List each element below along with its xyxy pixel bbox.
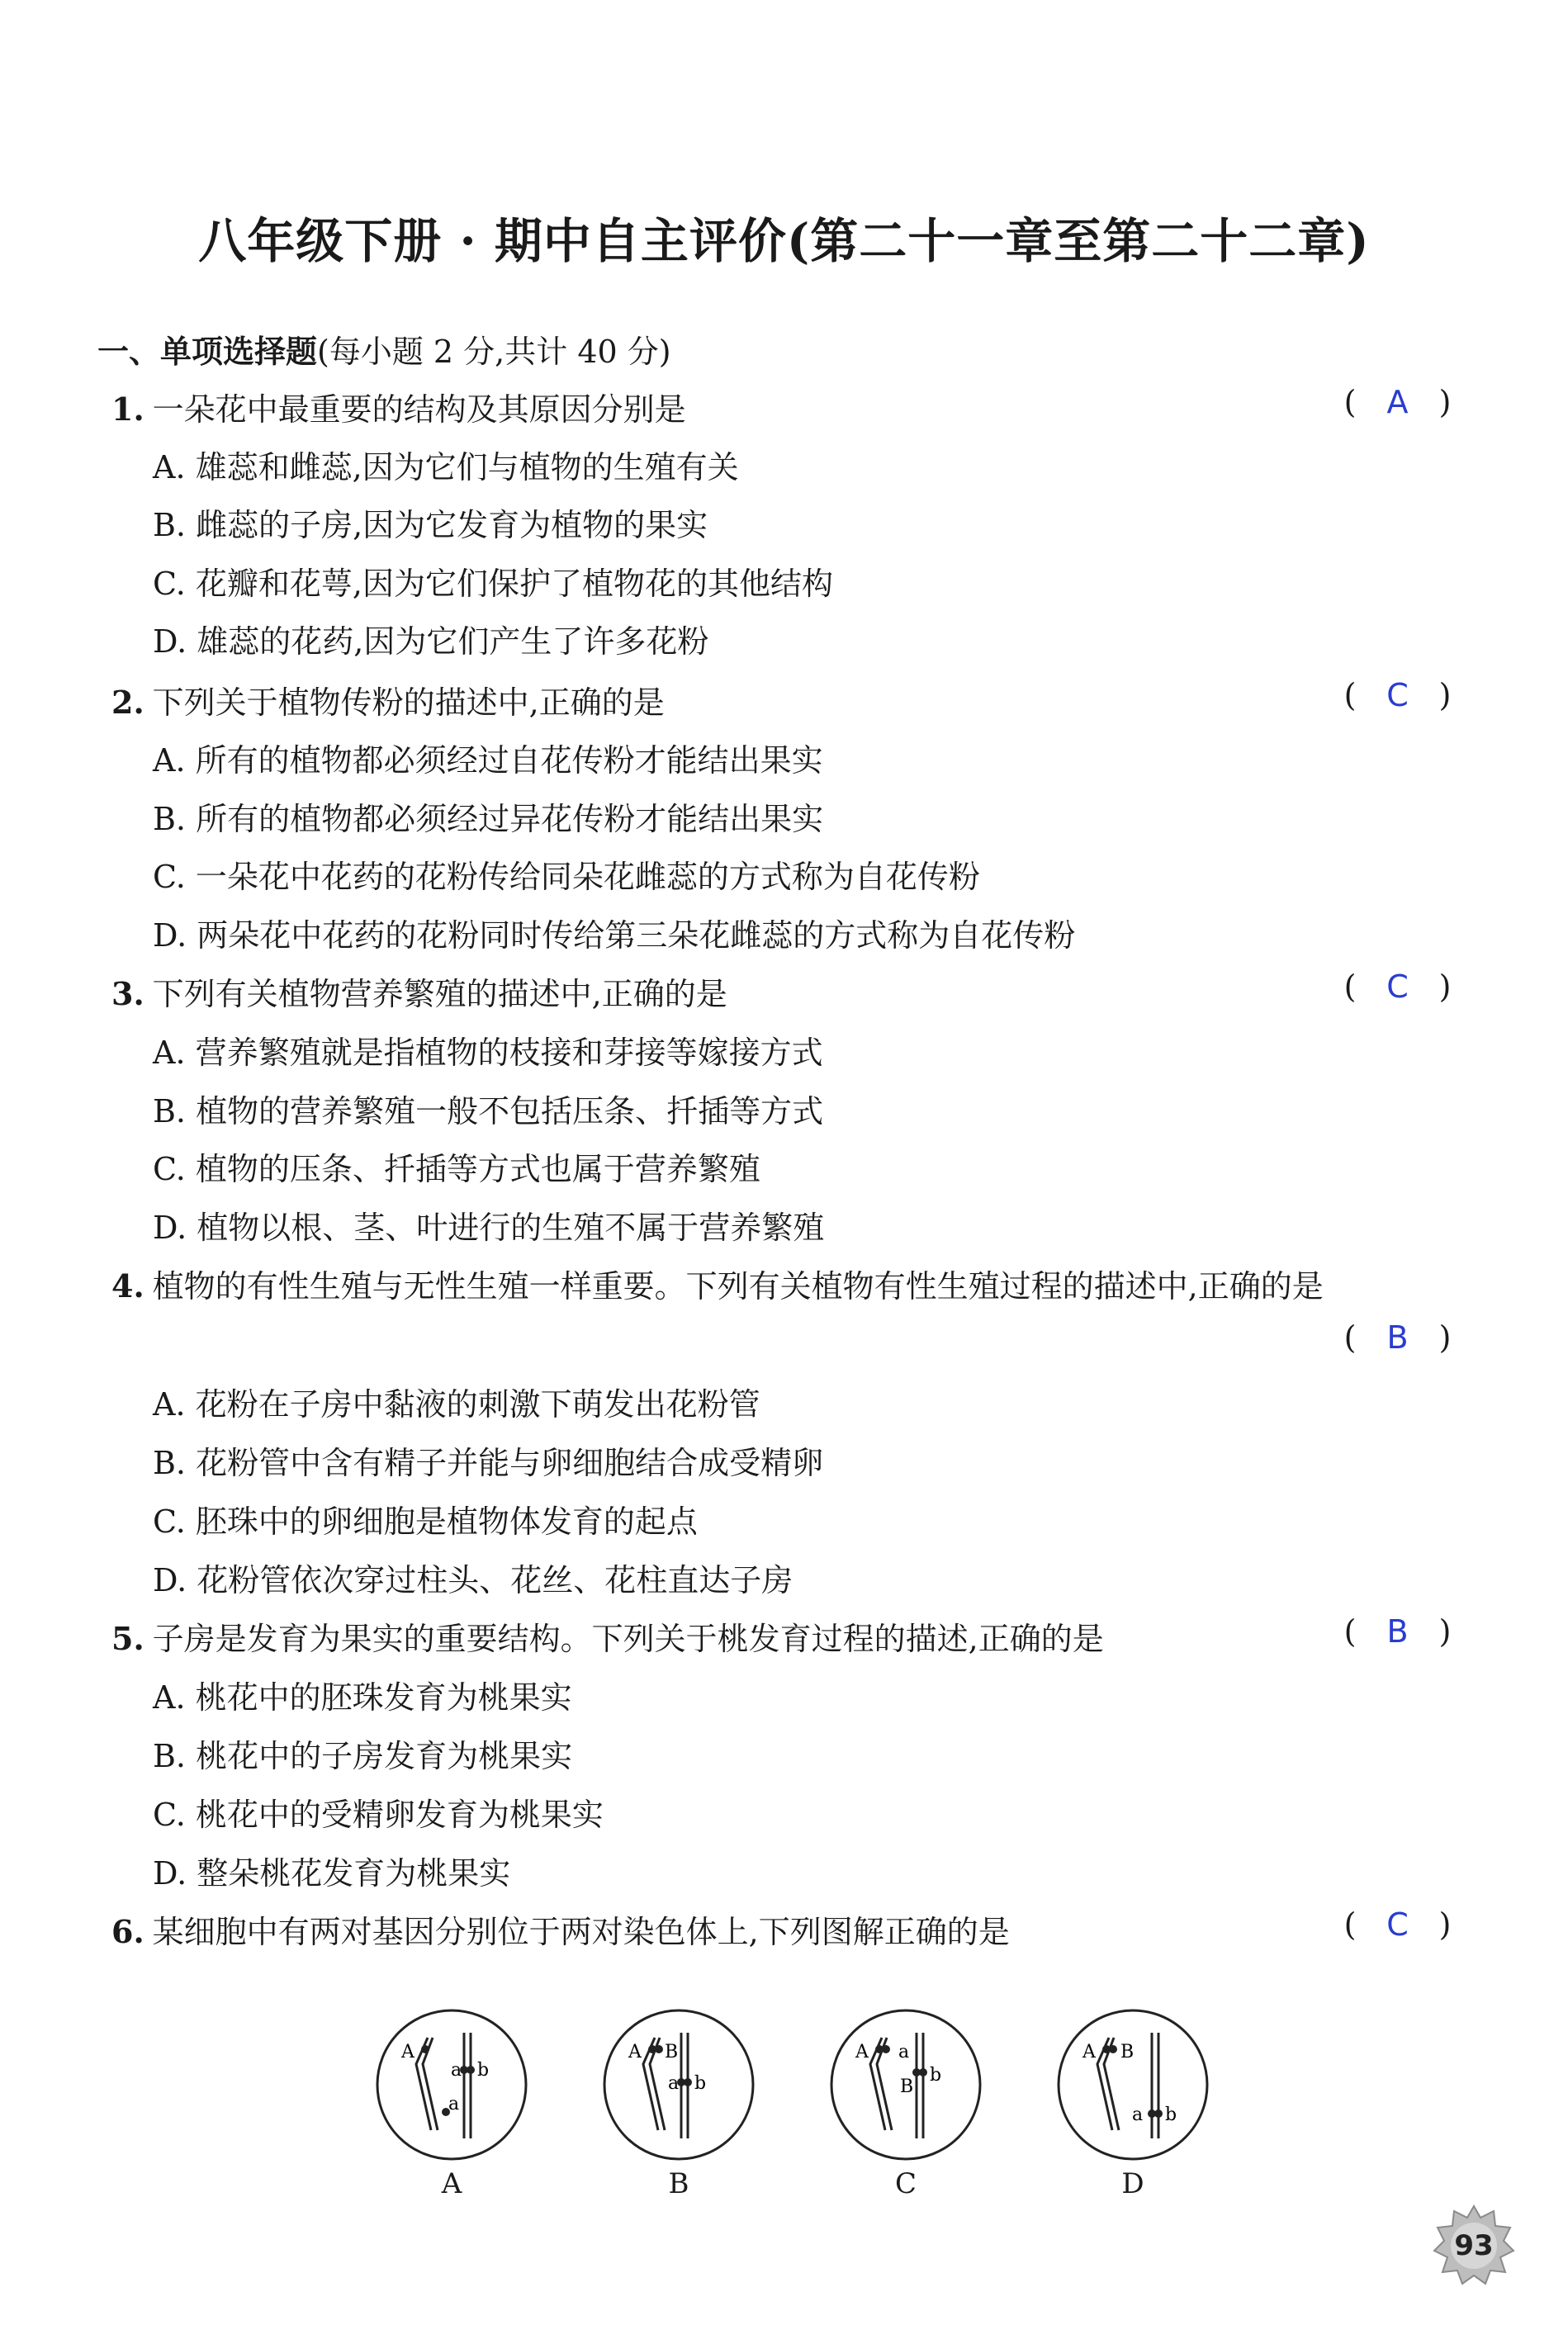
question-text: 下列关于植物传粉的描述中,正确的是 [152, 684, 665, 721]
option: B. 雌蕊的子房,因为它发育为植物的果实 [153, 507, 708, 543]
answer-1: ( A ) [1343, 384, 1452, 420]
cell-diagram-a [373, 2006, 530, 2200]
answer-6: ( C ) [1343, 1906, 1452, 1943]
option: C. 植物的压条、扦插等方式也属于营养繁殖 [153, 1151, 760, 1187]
section-heading [97, 326, 671, 372]
answer-letter: B [1386, 1319, 1409, 1356]
option: A. 雄蕊和雌蕊,因为它们与植物的生殖有关 [153, 449, 739, 485]
gene-label: a [668, 2073, 680, 2094]
question-number: 3. [111, 975, 144, 1012]
diagram-label: C [894, 2167, 917, 2200]
diagram-label: B [668, 2167, 689, 2200]
option: C. 桃花中的受精卵发育为桃果实 [153, 1797, 604, 1833]
gene-label: A [855, 2042, 869, 2062]
gene-label: B [665, 2042, 679, 2062]
gene-label: a [448, 2094, 460, 2114]
cell-diagram-a-figure [373, 2006, 530, 2163]
question-number: 6. [111, 1913, 144, 1950]
question-number: 2. [111, 684, 144, 721]
answer-letter: C [1386, 677, 1409, 713]
gene-label: b [694, 2073, 707, 2094]
page-number: 93 [1454, 2229, 1494, 2262]
cell-diagram-b [600, 2006, 757, 2200]
section-note: (每小题 2 分,共计 40 分) [317, 334, 671, 370]
option: C. 胚珠中的卵细胞是植物体发育的起点 [153, 1503, 698, 1540]
option: D. 花粉管依次穿过柱头、花丝、花柱直达子房 [153, 1562, 793, 1598]
question-text: 植物的有性生殖与无性生殖一样重要。下列有关植物有性生殖过程的描述中,正确的是 [152, 1268, 1324, 1305]
gene-label: a [1132, 2105, 1144, 2125]
option: B. 花粉管中含有精子并能与卵细胞结合成受精卵 [153, 1445, 824, 1481]
cell-diagram-c [827, 2006, 984, 2200]
option: B. 桃花中的子房发育为桃果实 [153, 1738, 573, 1774]
gene-label: A [401, 2042, 415, 2062]
gene-label: b [477, 2060, 490, 2081]
question-number: 1. [111, 391, 144, 428]
question-text: 一朵花中最重要的结构及其原因分别是 [152, 391, 686, 428]
option: A. 桃花中的胚珠发育为桃果实 [153, 1679, 572, 1716]
option: C. 一朵花中花药的花粉传给同朵花雌蕊的方式称为自花传粉 [153, 859, 980, 895]
question-number: 4. [111, 1267, 144, 1305]
page-number-badge [1433, 2204, 1515, 2287]
option: A. 所有的植物都必须经过自花传粉才能结出果实 [153, 742, 823, 779]
gene-label: B [900, 2076, 914, 2097]
answer-2: ( C ) [1343, 677, 1452, 713]
diagram-label: A [441, 2167, 462, 2200]
cell-diagram-d [1054, 2006, 1211, 2200]
answer-letter: A [1386, 384, 1409, 420]
answer-3: ( C ) [1343, 968, 1452, 1005]
gene-label: A [1082, 2042, 1096, 2062]
gene-label: B [1120, 2042, 1135, 2062]
question-2 [111, 677, 665, 722]
question-3 [111, 968, 727, 1014]
answer-4: ( B ) [1343, 1319, 1452, 1356]
option: D. 植物以根、茎、叶进行的生殖不属于营养繁殖 [153, 1210, 825, 1246]
option: A. 营养繁殖就是指植物的枝接和芽接等嫁接方式 [153, 1035, 823, 1071]
cell-diagram-d-figure [1054, 2006, 1211, 2163]
option: D. 雄蕊的花药,因为它们产生了许多花粉 [153, 623, 709, 660]
cell-diagram-c-figure [827, 2006, 984, 2163]
gene-label: A [628, 2042, 642, 2062]
option: C. 花瓣和花萼,因为它们保护了植物花的其他结构 [153, 566, 833, 602]
answer-5: ( B ) [1343, 1613, 1452, 1650]
diagram-label: D [1121, 2167, 1144, 2200]
question-number: 5. [111, 1620, 144, 1657]
gene-label: b [930, 2065, 942, 2086]
page-title: 八年级下册 · 期中自主评价(第二十一章至第二十二章) [198, 213, 1370, 269]
gene-label: a [451, 2060, 462, 2081]
question-4 [111, 1261, 1324, 1306]
section-title: 一、单项选择题 [97, 333, 318, 370]
question-text: 下列有关植物营养繁殖的描述中,正确的是 [152, 976, 727, 1012]
cell-diagram-b-figure [600, 2006, 757, 2163]
option: A. 花粉在子房中黏液的刺激下萌发出花粉管 [153, 1386, 760, 1423]
option: D. 整朵桃花发育为桃果实 [153, 1855, 511, 1892]
answer-letter: C [1386, 968, 1409, 1005]
gene-label: a [898, 2042, 910, 2062]
question-text: 子房是发育为果实的重要结构。下列关于桃发育过程的描述,正确的是 [152, 1621, 1104, 1657]
question-1 [111, 384, 686, 429]
question-6 [111, 1906, 1010, 1952]
option: B. 所有的植物都必须经过异花传粉才能结出果实 [153, 801, 824, 837]
answer-letter: B [1386, 1613, 1409, 1650]
option: B. 植物的营养繁殖一般不包括压条、扦插等方式 [153, 1093, 824, 1129]
gene-label: b [1165, 2105, 1177, 2125]
answer-letter: C [1386, 1906, 1409, 1943]
question-text: 某细胞中有两对基因分别位于两对染色体上,下列图解正确的是 [152, 1914, 1010, 1950]
question-5 [111, 1613, 1104, 1659]
option: D. 两朵花中花药的花粉同时传给第三朵花雌蕊的方式称为自花传粉 [153, 917, 1076, 954]
